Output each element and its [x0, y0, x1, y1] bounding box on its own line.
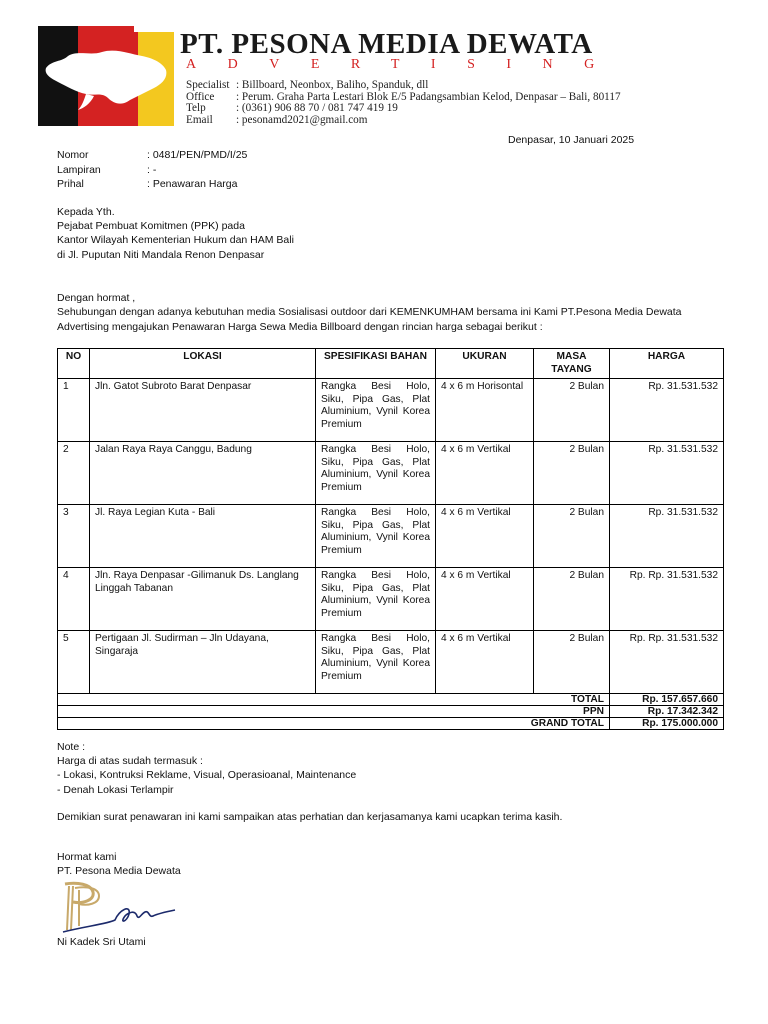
cell-size: 4 x 6 m Vertikal — [436, 442, 534, 505]
letter-date: Denpasar, 10 Januari 2025 — [508, 134, 635, 146]
cell-size: 4 x 6 m Vertikal — [436, 631, 534, 694]
note-line: - Denah Lokasi Terlampir — [57, 783, 174, 796]
recipient-line: Kantor Wilayah Kementerian Hukum dan HAM Bali — [57, 234, 294, 247]
header-duration: MASA TAYANG — [534, 349, 610, 379]
signature-image — [57, 880, 182, 940]
header-price: HARGA — [610, 349, 724, 379]
summary-value: Rp. 157.657.660 — [610, 694, 724, 706]
table-header-row — [58, 349, 724, 379]
cell-spec: Rangka Besi Holo, Siku, Pipa Gas, Plat Aluminium, Vynil Korea Premium — [316, 442, 436, 505]
summary-label: GRAND TOTAL — [58, 718, 610, 730]
cell-no: 3 — [58, 505, 90, 568]
summary-value: Rp. 175.000.000 — [610, 718, 724, 730]
cell-spec: Rangka Besi Holo, Siku, Pipa Gas, Plat Aluminium, Vynil Korea Premium — [316, 631, 436, 694]
contact-email: Email : pesonamd2021@gmail.com — [186, 113, 368, 126]
table-row — [58, 505, 724, 568]
summary-row-ppn — [58, 706, 724, 718]
contact-phone: Telp : (0361) 906 88 70 / 081 747 419 19 — [186, 102, 398, 114]
company-logo — [38, 26, 174, 126]
cell-duration: 2 Bulan — [534, 631, 610, 694]
cell-size: 4 x 6 m Vertikal — [436, 568, 534, 631]
salutation: Dengan hormat , — [57, 292, 136, 304]
cell-no: 1 — [58, 379, 90, 442]
cell-duration: 2 Bulan — [534, 568, 610, 631]
cell-location: Jalan Raya Raya Canggu, Badung — [90, 442, 316, 505]
note-line: Note : — [57, 741, 86, 753]
cell-size: 4 x 6 m Horisontal — [436, 379, 534, 442]
cell-location: Jln. Raya Denpasar -Gilimanuk Ds. Langlang Linggah Tabanan — [90, 568, 316, 631]
company-tagline: ADVERTISING — [186, 57, 626, 72]
table-row — [58, 379, 724, 442]
cell-price: Rp. 31.531.532 — [610, 505, 724, 568]
cell-price: Rp. 31.531.532 — [610, 379, 724, 442]
letter-meta — [57, 148, 247, 192]
cell-price: Rp. Rp. 31.531.532 — [610, 568, 724, 631]
header-no: NO — [58, 349, 90, 379]
recipient-line: di Jl. Puputan Niti Mandala Renon Denpasar — [57, 248, 265, 261]
contact-specialist: Specialist : Billboard, Neonbox, Baliho, Spanduk, dll — [186, 79, 429, 91]
closing-paragraph: Demikian surat penawaran ini kami sampaikan atas perhatian dan kerjasamanya kami ucapkan terima kasih. — [57, 811, 563, 823]
cell-spec: Rangka Besi Holo, Siku, Pipa Gas, Plat Aluminium, Vynil Korea Premium — [316, 505, 436, 568]
meta-attachment: Lampiran : - — [57, 163, 157, 176]
summary-label: TOTAL — [58, 694, 610, 706]
table-row — [58, 442, 724, 505]
header-location: LOKASI — [90, 349, 316, 379]
note-block — [57, 740, 356, 797]
cell-price: Rp. 31.531.532 — [610, 442, 724, 505]
opening-paragraph — [57, 291, 727, 334]
cell-location: Jl. Raya Legian Kuta - Bali — [90, 505, 316, 568]
summary-label: PPN — [58, 706, 610, 718]
cell-duration: 2 Bulan — [534, 505, 610, 568]
cell-location: Jln. Gatot Subroto Barat Denpasar — [90, 379, 316, 442]
opening-line: Sehubungan dengan adanya kebutuhan media Sosialisasi outdoor dari KEMENKUMHAM bersama ini Kami PT.Pesona Media Dewata — [57, 306, 682, 319]
cell-no: 4 — [58, 568, 90, 631]
regards-line: Hormat kami — [57, 851, 117, 863]
table-row — [58, 631, 724, 694]
cell-spec: Rangka Besi Holo, Siku, Pipa Gas, Plat Aluminium, Vynil Korea Premium — [316, 379, 436, 442]
note-line: - Lokasi, Kontruksi Reklame, Visual, Operasioanal, Maintenance — [57, 769, 357, 782]
contact-office: Office : Perum. Graha Parta Lestari Blok E/5 Padangsambian Kelod, Denpasar – Bali, 80117 — [186, 90, 621, 103]
cell-duration: 2 Bulan — [534, 442, 610, 505]
cell-no: 2 — [58, 442, 90, 505]
signer-name: Ni Kadek Sri Utami — [57, 936, 146, 948]
cell-no: 5 — [58, 631, 90, 694]
summary-row-total — [58, 694, 724, 706]
meta-number: Nomor : 0481/PEN/PMD/I/25 — [57, 149, 248, 161]
note-line: Harga di atas sudah termasuk : — [57, 755, 203, 768]
header-spec: SPESIFIKASI BAHAN — [316, 349, 436, 379]
regards-company: PT. Pesona Media Dewata — [57, 865, 181, 878]
company-name: PT. PESONA MEDIA DEWATA — [180, 28, 593, 60]
cell-price: Rp. Rp. 31.531.532 — [610, 631, 724, 694]
header-size: UKURAN — [436, 349, 534, 379]
meta-subject: Prihal : Penawaran Harga — [57, 178, 238, 190]
cell-spec: Rangka Besi Holo, Siku, Pipa Gas, Plat Aluminium, Vynil Korea Premium — [316, 568, 436, 631]
price-offer-table — [57, 348, 724, 730]
recipient-block — [57, 205, 294, 262]
cell-size: 4 x 6 m Vertikal — [436, 505, 534, 568]
recipient-line: Pejabat Pembuat Komitmen (PPK) pada — [57, 220, 245, 233]
contact-block — [186, 80, 621, 126]
summary-row-grand-total — [58, 718, 724, 730]
opening-line: Advertising mengajukan Penawaran Harga Sewa Media Billboard dengan rincian harga sebagai berikut : — [57, 320, 543, 333]
cell-duration: 2 Bulan — [534, 379, 610, 442]
summary-value: Rp. 17.342.342 — [610, 706, 724, 718]
table-row — [58, 568, 724, 631]
recipient-line: Kepada Yth. — [57, 206, 115, 218]
cell-location: Pertigaan Jl. Sudirman – Jln Udayana, Singaraja — [90, 631, 316, 694]
regards-block — [57, 850, 181, 878]
